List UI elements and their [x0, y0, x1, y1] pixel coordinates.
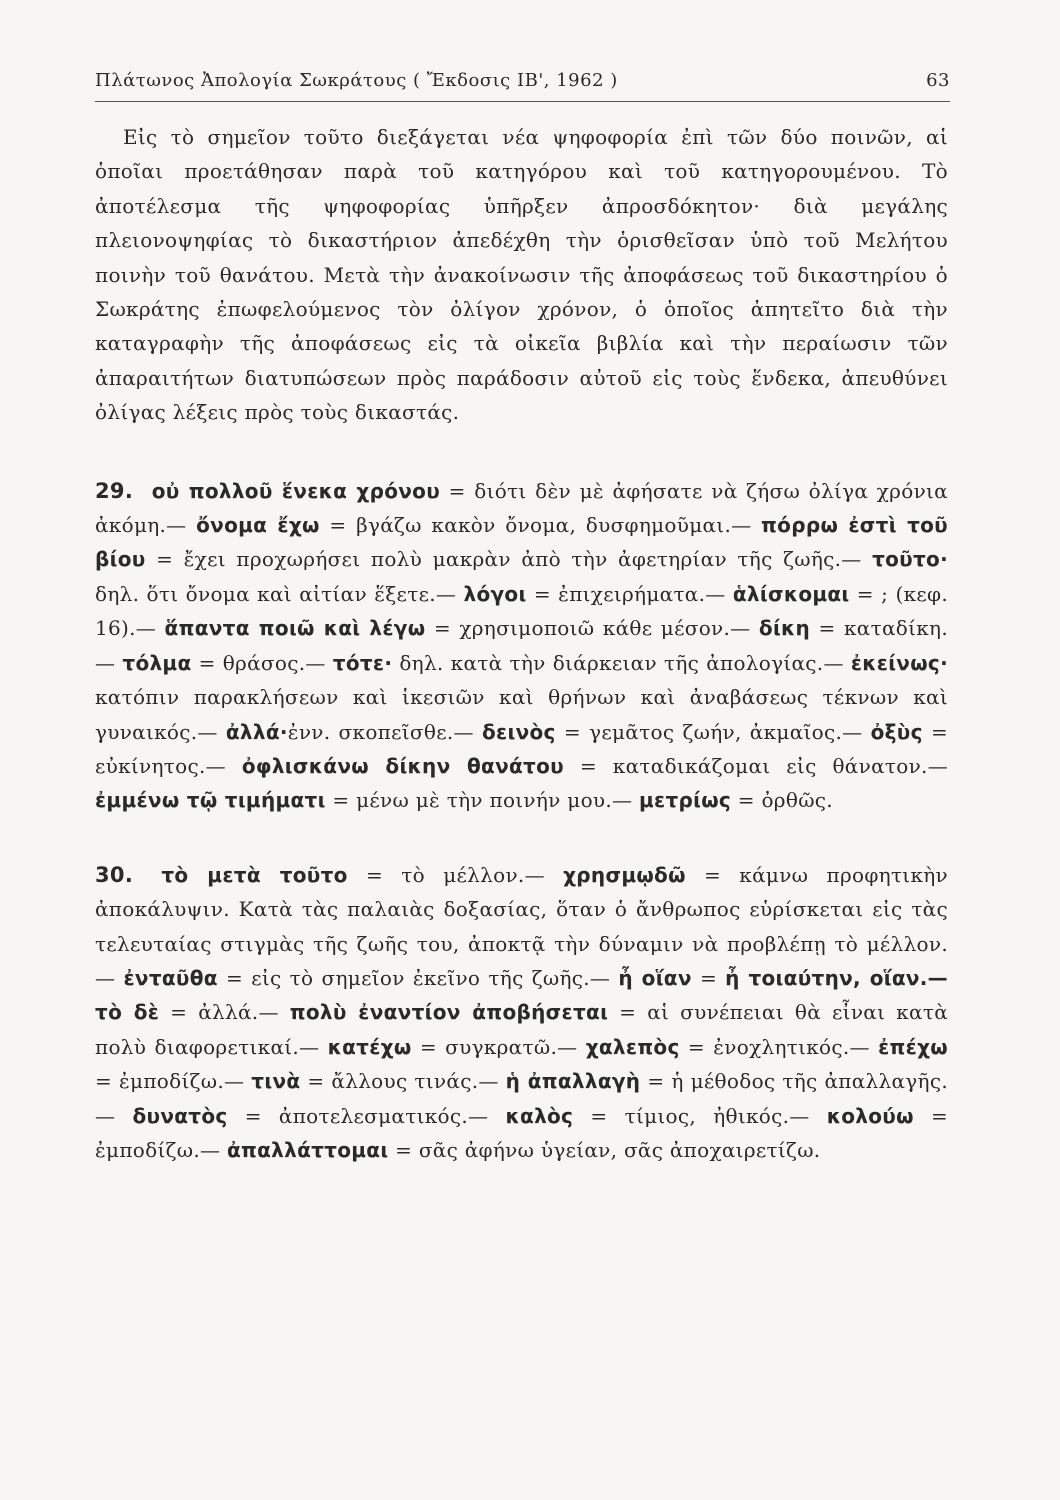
gloss-text: = καταδικάζομαι εἰς θάνατον.— [563, 753, 948, 778]
gloss-text: = τὸ μέλλον.— [347, 862, 564, 887]
gloss-text: κατόπιν παρακλήσεων καὶ ἱκεσιῶν καὶ θρήνων καὶ ἀναβάσεως τέκνων καὶ γυναικός.— [95, 685, 948, 744]
gloss-text: = ἐμποδίζω.— [95, 1069, 252, 1094]
lemma: τότε· [332, 650, 393, 675]
lemma: ὄνομα ἔχω [196, 513, 320, 538]
gloss-text: = γεμᾶτος ζωήν, ἀκμαῖος.— [555, 719, 871, 744]
gloss-text: = τίμιος, ἠθικός.— [573, 1103, 827, 1128]
gloss-text: = ἡ μέθοδος τῆς ἀπαλλαγῆς.— [95, 1069, 948, 1128]
gloss-text: = σᾶς ἀφήνω ὑγείαν, σᾶς ἀποχαιρετίζω. [388, 1137, 821, 1162]
gloss-text: = κάμνω προφητικὴν ἀποκάλυψιν. Κατὰ τὰς παλαιὰς δοξασίας, ὅταν ὁ ἄνθρωπος εὑρίσκεται εἰς τὰς τελευταίας στιγμὰς τῆς ζωῆς του, ἀποκτᾷ τὴν δύναμιν νὰ προβλέπῃ τὸ μέλλον.— [95, 862, 948, 990]
running-title: Πλάτωνος Ἀπολογία Σωκράτους ( Ἔκδοσις ΙΒ', 1962 ) [95, 70, 618, 91]
lemma: ἐκείνως· [850, 650, 948, 675]
lemma: τοῦτο· [872, 547, 948, 572]
lemma: πολὺ ἐναντίον ἀποβήσεται [289, 1000, 609, 1025]
lemma: ἐνταῦθα [123, 965, 218, 990]
lemma: ἅπαντα ποιῶ καὶ λέγω [164, 616, 426, 641]
gloss-text: ἐνν. σκοπεῖσθε.— [287, 719, 482, 744]
lemma: ἁλίσκομαι [732, 581, 850, 606]
gloss-text: = αἱ συνέπειαι θὰ εἶναι κατὰ πολὺ διαφορετικαί.— [95, 1000, 948, 1059]
lemma: ἐμμένω τῷ τιμήματι [95, 788, 326, 813]
lemma: μετρίως [639, 788, 732, 813]
gloss-text: = ἐπιχειρήματα.— [526, 581, 733, 606]
section-number: 30. [95, 862, 134, 887]
lemma: κατέχω [327, 1034, 412, 1059]
gloss-text: = [691, 965, 726, 990]
lemma: ἀλλά· [225, 719, 288, 744]
lemma: κολούω [826, 1103, 914, 1128]
gloss-text: = ἐνοχλητικός.— [679, 1034, 879, 1059]
intro-paragraph: Εἰς τὸ σημεῖον τοῦτο διεξάγεται νέα ψηφοφορία ἐπὶ τῶν δύο ποινῶν, αἱ ὁποῖαι προετάθησαν παρὰ τοῦ κατηγόρου καὶ τοῦ κατηγορουμένου. Τὸ ἀποτέλεσμα τῆς ψηφοφορίας ὑπῆρξεν ἀπροσδόκητον· διὰ μεγάλης πλειονοψηφίας τὸ δικαστήριον ἀπεδέχθη τὴν ὁρισθεῖσαν ὑπὸ τοῦ Μελήτου ποινὴν τοῦ θανάτου. Μετὰ τὴν ἀνακοίνωσιν τῆς ἀποφάσεως τοῦ δικαστηρίου ὁ Σωκράτης ἐπωφελούμενος τὸν ὀλίγον χρόνον, ὁ ὁποῖος ἀπητεῖτο διὰ τὴν καταγραφὴν τῆς ἀποφάσεως εἰς τὰ οἰκεῖα βιβλία καὶ τὴν περαίωσιν τῶν ἀπαραιτήτων διατυπώσεων πρὸς παράδοσιν αὐτοῦ εἰς τοὺς ἕνδεκα, ἀπευθύνει ὀλίγας λέξεις πρὸς τοὺς δικαστάς. [95, 125, 948, 425]
gloss-text: = εὐκίνητος.— [95, 719, 948, 778]
lemma: δεινὸς [482, 719, 556, 744]
section-number: 29. [95, 478, 134, 503]
lemma: ἐπέχω [878, 1034, 948, 1059]
gloss-text: = ἔχει προχωρήσει πολὺ μακρὰν ἀπὸ τὴν ἀφετηρίαν τῆς ζωῆς.— [145, 547, 873, 572]
lemma: τόλμα [122, 650, 192, 675]
gloss-text: = ὀρθῶς. [731, 788, 833, 813]
gloss-text: = ἐμποδίζω.— [95, 1103, 948, 1162]
lemma: ἡ ἀπαλλαγὴ [505, 1069, 641, 1094]
gloss-text: = συγκρατῶ.— [411, 1034, 586, 1059]
gloss-text: δηλ. ὅτι ὄνομα καὶ αἰτίαν ἕξετε.— [95, 581, 464, 606]
gloss-text: = θράσος.— [191, 650, 333, 675]
lemma: χαλεπὸς [585, 1034, 680, 1059]
gloss-text: = χρησιμοποιῶ κάθε μέσον.— [425, 616, 759, 641]
lemma: ἦ οἵαν [618, 965, 692, 990]
lemma: δυνατὸς [132, 1103, 228, 1128]
lemma: ἦ τοιαύτην, οἵαν.— τὸ δὲ [95, 965, 948, 1025]
gloss-text: = εἰς τὸ σημεῖον ἐκεῖνο τῆς ζωῆς.— [217, 965, 619, 990]
page-number: 63 [926, 70, 950, 91]
lemma: ἀπαλλάττομαι [226, 1137, 389, 1162]
lemma: ὀξὺς [870, 719, 923, 744]
commentary-section-30 [95, 858, 948, 1168]
gloss-text: = μένω μὲ τὴν ποινήν μου.— [325, 788, 640, 813]
gloss-text: = ἄλλους τινάς.— [300, 1069, 506, 1094]
lemma: οὐ πολλοῦ ἕνεκα χρόνου [151, 478, 441, 503]
lemma: ὀφλισκάνω δίκην θανάτου [241, 753, 564, 778]
lemma: χρησμῳδῶ [563, 862, 686, 887]
lemma: τινὰ [251, 1069, 301, 1094]
gloss-text: = ; (κεφ. 16).— [95, 581, 948, 641]
gloss-text: = ἀλλά.— [159, 1000, 290, 1025]
running-header [95, 70, 950, 102]
commentary-section-29 [95, 474, 948, 818]
lemma: τὸ μετὰ τοῦτο [161, 862, 348, 887]
lemma: καλὸς [505, 1103, 574, 1128]
gloss-text: = βγάζω κακὸν ὄνομα, δυσφημοῦμαι.— [319, 513, 762, 538]
lemma: λόγοι [463, 581, 527, 606]
lemma: δίκη [758, 616, 811, 641]
lemma: πόρρω ἐστὶ τοῦ βίου [95, 513, 948, 572]
gloss-text: δηλ. κατὰ τὴν διάρκειαν τῆς ἀπολογίας.— [392, 650, 851, 675]
gloss-text: = διότι δὲν μὲ ἀφήσατε νὰ ζήσω ὀλίγα χρόνια ἀκόμη.— [95, 478, 948, 538]
gloss-text: = ἀποτελεσματικός.— [227, 1103, 506, 1128]
gloss-text: = καταδίκη.— [95, 616, 948, 675]
